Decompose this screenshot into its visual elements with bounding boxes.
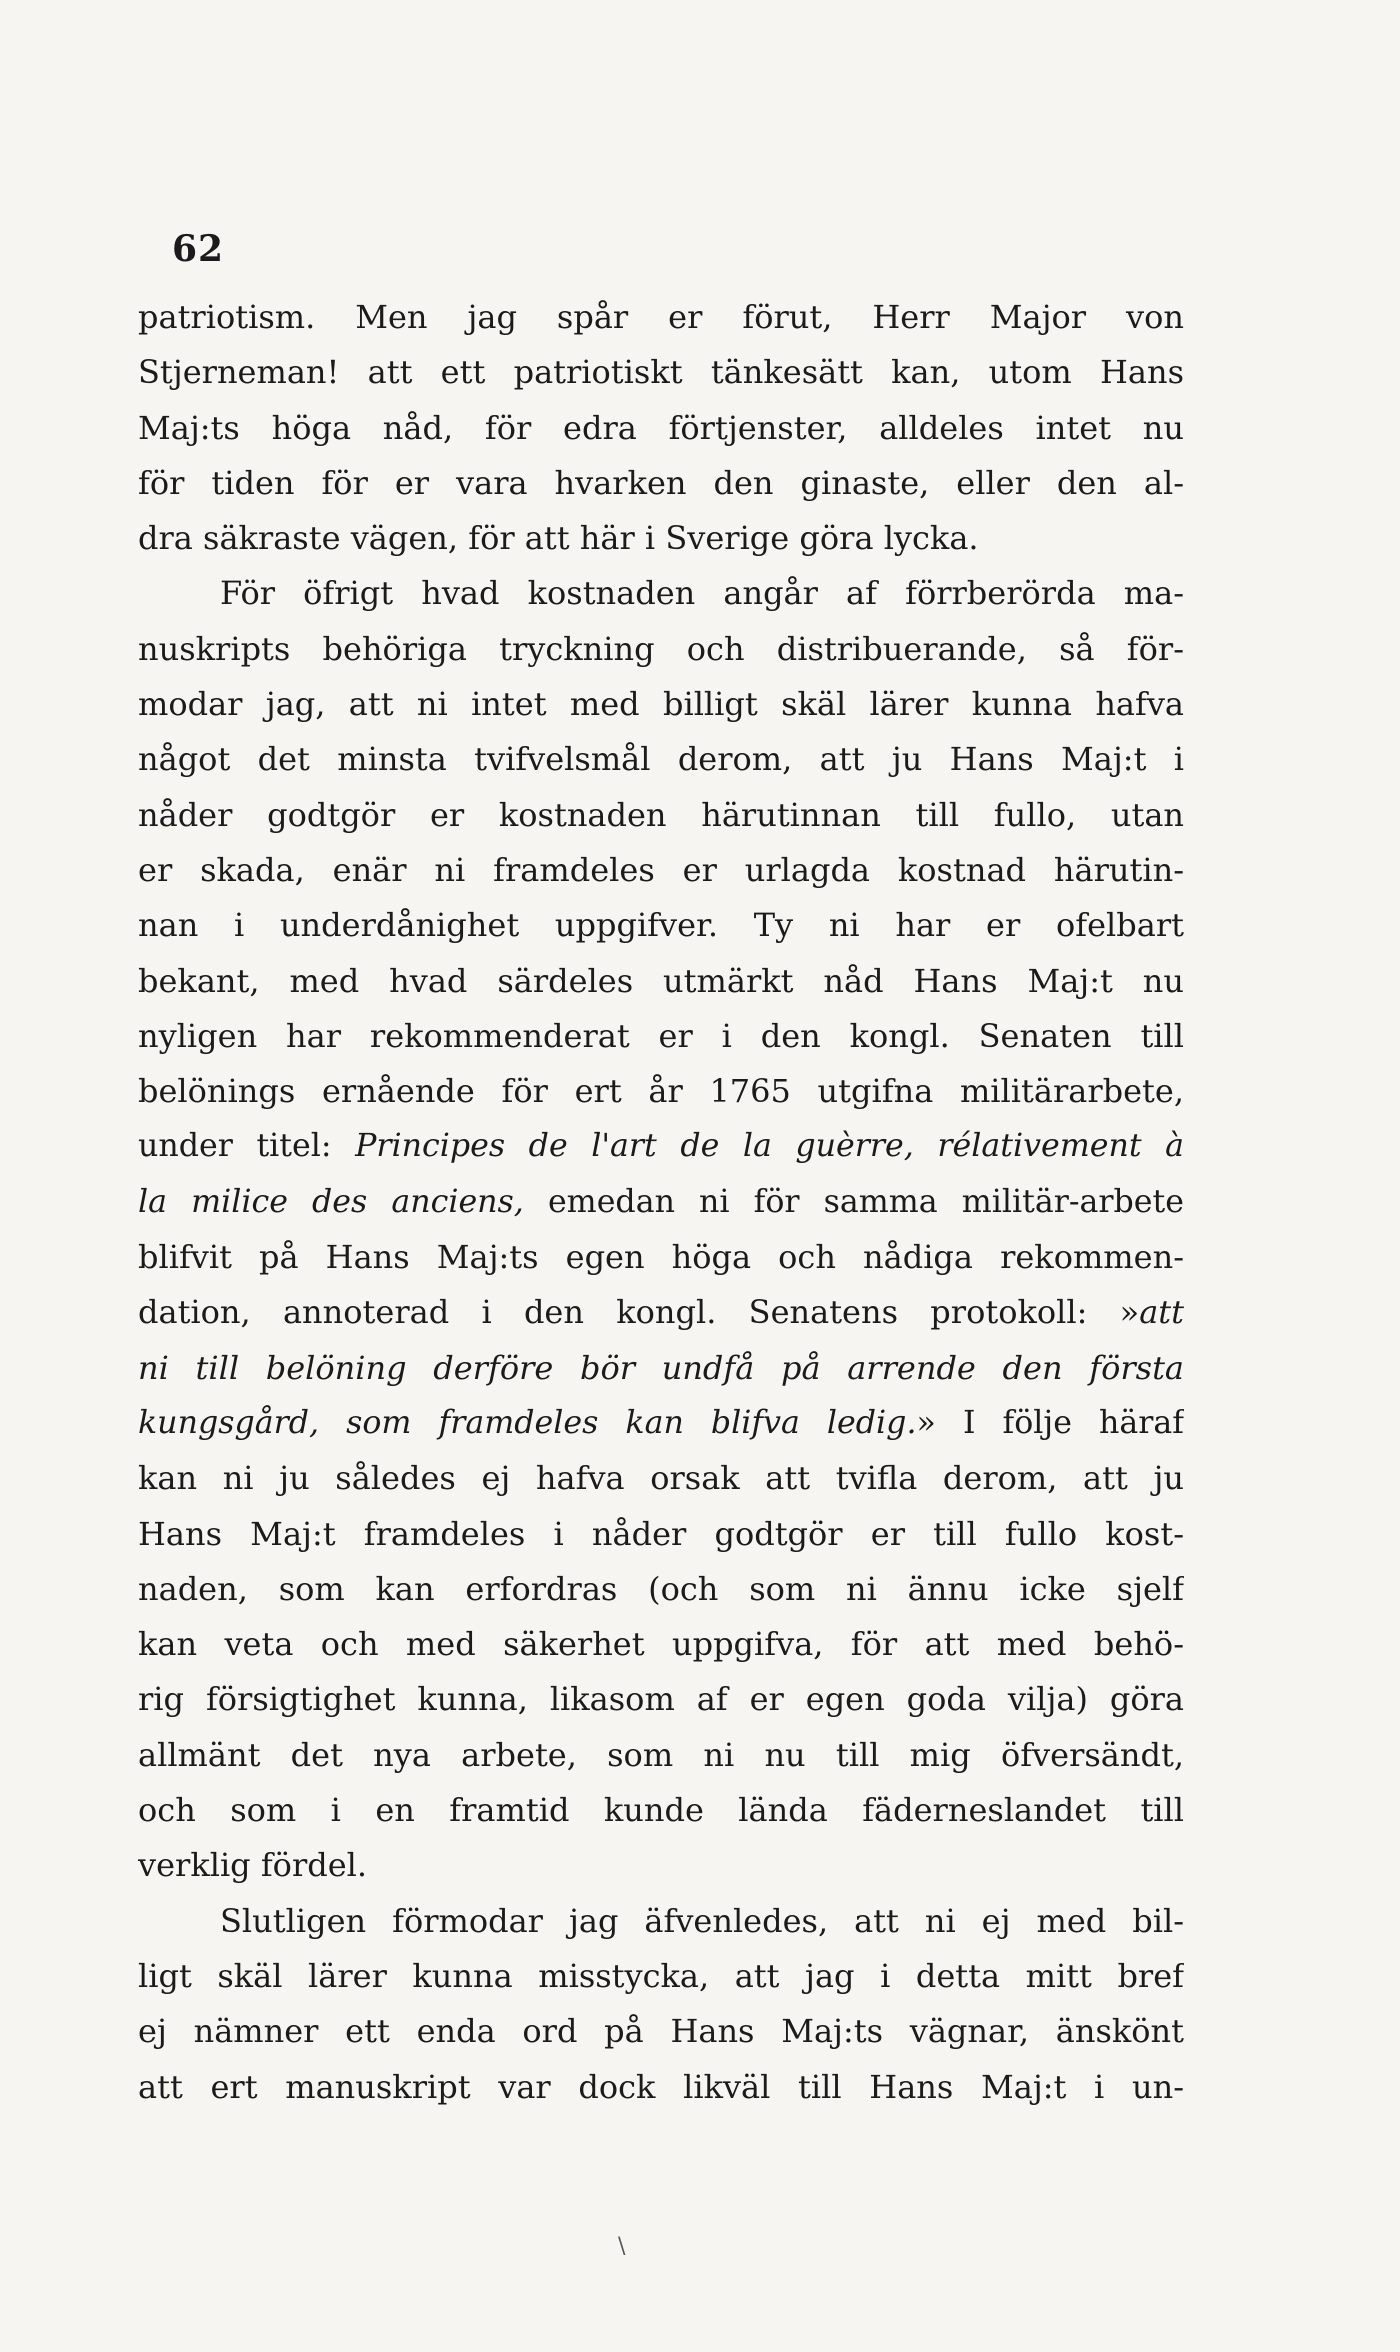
text-line: kan ni ju således ej hafva orsak att tvifla derom, att ju [138,1459,1184,1498]
text-line: ej nämner ett enda ord på Hans Maj:ts vägnar, änskönt [138,2012,1184,2051]
italic-title: Principes de l'art de la guèrre, rélativement à [355,1128,1184,1165]
paragraph-start-line: Slutligen förmodar jag äfvenledes, att ni ej med bil- [220,1901,1184,1940]
text-line: kan veta och med säkerhet uppgifva, för att med behö- [138,1625,1184,1664]
text-line: bekant, med hvad särdeles utmärkt nåd Hans Maj:t nu [138,961,1184,1000]
text-line: allmänt det nya arbete, som ni nu till mig öfversändt, [138,1735,1184,1774]
text-line: kungsgård, som framdeles kan blifva ledig.» I följe häraf [138,1404,1184,1441]
text-line: rig försigtighet kunna, likasom af er egen goda vilja) göra [138,1680,1184,1719]
text-line: naden, som kan erfordras (och som ni ännu icke sjelf [138,1569,1184,1608]
text-line: patriotism. Men jag spår er förut, Herr Major von [138,298,1184,336]
text-line: något det minsta tvifvelsmål derom, att ju Hans Maj:t i [138,740,1184,779]
text-line: Maj:ts höga nåd, för edra förtjenster, alldeles intet nu [138,408,1184,447]
text-line: Hans Maj:t framdeles i nåder godtgör er till fullo kost- [138,1514,1184,1553]
text-line: modar jag, att ni intet med billigt skäl lärer kunna hafva [138,685,1184,724]
text-line: att ert manuskript var dock likväl till Hans Maj:t i un- [138,2067,1184,2106]
page-number: 62 [172,228,225,270]
text-line: blifvit på Hans Maj:ts egen höga och nådiga rekommen- [138,1238,1184,1277]
paragraph-start-line: För öfrigt hvad kostnaden angår af förrberörda ma- [220,574,1184,613]
italic-quote: kungsgård, som framdeles kan blifva ledig. [138,1404,917,1441]
text-line: verklig fördel. [138,1846,368,1885]
text-line: dation, annoterad i den kongl. Senatens protokoll: »att [138,1293,1184,1332]
text-line: nåder godtgör er kostnaden härutinnan till fullo, utan [138,795,1184,834]
text-line: nyligen har rekommenderat er i den kongl. Senaten till [138,1016,1184,1055]
italic-quote: ni till belöning derföre bör undfå på arrende den första [138,1348,1184,1387]
text-line: nan i underdånighet uppgifver. Ty ni har er ofelbart [138,906,1184,945]
text-line: för tiden för er vara hvarken den ginaste, eller den al- [138,463,1184,502]
text-line: under titel: Principes de l'art de la guèrre, rélativement à [138,1128,1184,1165]
body-text [138,290,1184,2115]
text-line: nuskripts behöriga tryckning och distribuerande, så för- [138,629,1184,668]
italic-title: la milice des anciens, [138,1183,524,1220]
text-line: la milice des anciens, emedan ni för samma militär-arbete [138,1183,1184,1220]
text-line: ligt skäl lärer kunna misstycka, att jag i detta mitt bref [138,1956,1184,1995]
text-line: er skada, enär ni framdeles er urlagda kostnad härutin- [138,850,1184,889]
text-line [138,1341,1184,1396]
text-line: Stjerneman! att ett patriotiskt tänkesätt kan, utom Hans [138,353,1184,392]
stray-print-mark: \ [618,2234,626,2259]
text-line: och som i en framtid kunde lända fäderneslandet till [138,1791,1184,1830]
text-line: belönings ernående för ert år 1765 utgifna militärarbete, [138,1072,1184,1111]
italic-quote: att [1139,1293,1184,1332]
text-line: dra säkraste vägen, för att här i Sverige göra lycka. [138,519,979,558]
